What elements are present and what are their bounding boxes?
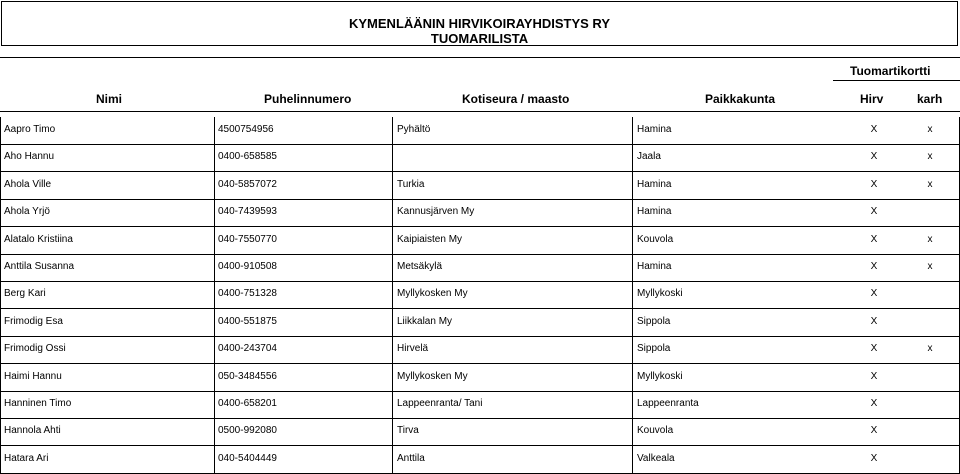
cell-phone: 0500-992080 bbox=[218, 425, 277, 437]
column-separator bbox=[392, 254, 393, 281]
cell-phone: 0400-551875 bbox=[218, 315, 277, 327]
cell-club: Tirva bbox=[397, 425, 419, 437]
column-separator bbox=[0, 281, 1, 308]
column-separator bbox=[0, 199, 1, 226]
cell-hirv: X bbox=[870, 425, 878, 437]
cell-hirv: X bbox=[870, 178, 878, 190]
cell-hirv: X bbox=[870, 370, 878, 382]
cell-place: Kouvola bbox=[637, 425, 674, 437]
cell-place: Valkeala bbox=[637, 452, 675, 464]
column-separator bbox=[214, 336, 215, 363]
column-separator bbox=[632, 391, 633, 418]
column-separator bbox=[632, 172, 633, 199]
cell-club: Turkia bbox=[397, 178, 425, 190]
column-separator bbox=[214, 309, 215, 336]
column-separator bbox=[214, 364, 215, 391]
column-separator bbox=[0, 172, 1, 199]
document-subtitle: TUOMARILISTA bbox=[430, 31, 529, 46]
column-separator bbox=[0, 227, 1, 254]
cell-place: Hamina bbox=[637, 124, 672, 135]
cell-phone: 050-3484556 bbox=[218, 370, 277, 382]
cell-phone: 0400-658585 bbox=[218, 151, 277, 163]
column-separator bbox=[392, 336, 393, 363]
cell-club: Lappeenranta/ Tani bbox=[397, 398, 483, 409]
cell-name: Ahola Yrjö bbox=[4, 206, 50, 218]
header-name: Nimi bbox=[96, 92, 123, 106]
column-separator bbox=[214, 391, 215, 418]
cell-hirv: X bbox=[870, 343, 878, 355]
cell-place: Sippola bbox=[637, 343, 671, 355]
column-separator bbox=[214, 199, 215, 226]
column-separator bbox=[392, 144, 393, 171]
cell-name: Frimodig Esa bbox=[4, 315, 63, 327]
cell-club: Hirvelä bbox=[397, 343, 429, 355]
cell-hirv: X bbox=[870, 261, 878, 272]
column-separator bbox=[392, 446, 393, 473]
cell-hirv: X bbox=[870, 398, 878, 409]
cell-place: Hamina bbox=[637, 261, 672, 272]
cell-place: Myllykoski bbox=[637, 288, 683, 300]
column-separator bbox=[0, 309, 1, 336]
cell-karh: x bbox=[927, 261, 933, 272]
card-header: Tuomartikortti bbox=[850, 64, 931, 78]
cell-karh: x bbox=[927, 151, 933, 163]
cell-hirv: X bbox=[870, 124, 878, 135]
cell-phone: 0400-910508 bbox=[218, 261, 277, 272]
cell-name: Anttila Susanna bbox=[4, 261, 75, 272]
row-rule bbox=[0, 363, 960, 364]
cell-karh: x bbox=[927, 343, 933, 355]
column-separator bbox=[392, 172, 393, 199]
cell-club: Myllykosken My bbox=[397, 288, 468, 300]
cell-name: Haimi Hannu bbox=[4, 370, 62, 382]
column-separator bbox=[0, 254, 1, 281]
cell-place: Lappeenranta bbox=[637, 398, 699, 409]
column-separator bbox=[392, 199, 393, 226]
column-separator bbox=[214, 144, 215, 171]
column-separator bbox=[392, 364, 393, 391]
column-separator bbox=[0, 391, 1, 418]
cell-club: Liikkalan My bbox=[397, 315, 453, 327]
column-separator bbox=[632, 254, 633, 281]
column-separator bbox=[632, 199, 633, 226]
column-separator bbox=[632, 364, 633, 391]
document-title: KYMENLÄÄNIN HIRVIKOIRAYHDISTYS RY bbox=[349, 16, 610, 31]
cell-place: Jaala bbox=[637, 151, 661, 163]
cell-name: Hanninen Timo bbox=[4, 398, 72, 409]
cell-place: Hamina bbox=[637, 178, 672, 190]
header-club: Kotiseura / maasto bbox=[462, 92, 570, 106]
column-separator bbox=[0, 418, 1, 445]
column-separator bbox=[0, 446, 1, 473]
cell-phone: 040-5404449 bbox=[218, 452, 277, 464]
cell-phone: 4500754956 bbox=[218, 124, 274, 135]
column-separator bbox=[0, 117, 1, 144]
cell-club: Kannusjärven My bbox=[397, 206, 475, 218]
cell-name: Berg Kari bbox=[4, 288, 46, 300]
cell-name: Hatara Ari bbox=[4, 452, 49, 464]
cell-place: Sippola bbox=[637, 315, 671, 327]
cell-hirv: X bbox=[870, 151, 878, 163]
header-phone: Puhelinnumero bbox=[264, 92, 352, 106]
cell-hirv: X bbox=[870, 233, 878, 245]
column-separator bbox=[214, 254, 215, 281]
header-karh: karh bbox=[917, 92, 943, 106]
cell-name: Ahola Ville bbox=[4, 178, 52, 190]
row-rule bbox=[0, 445, 960, 446]
column-separator bbox=[0, 364, 1, 391]
row-rule bbox=[0, 418, 960, 419]
card-header-rule bbox=[833, 80, 960, 81]
row-rule bbox=[0, 308, 960, 309]
cell-hirv: X bbox=[870, 288, 878, 300]
column-separator bbox=[392, 117, 393, 144]
cell-club: Metsäkylä bbox=[397, 261, 443, 272]
column-separator bbox=[214, 227, 215, 254]
row-rule bbox=[0, 144, 960, 145]
column-separator bbox=[214, 117, 215, 144]
column-separator bbox=[214, 172, 215, 199]
cell-name: Alatalo Kristiina bbox=[4, 233, 73, 245]
column-separator bbox=[632, 281, 633, 308]
column-separator bbox=[632, 227, 633, 254]
row-rule bbox=[0, 171, 960, 172]
cell-club: Myllykosken My bbox=[397, 370, 468, 382]
column-separator bbox=[632, 446, 633, 473]
column-separator bbox=[214, 281, 215, 308]
cell-phone: 0400-658201 bbox=[218, 398, 277, 409]
column-separator bbox=[632, 144, 633, 171]
column-separator bbox=[392, 418, 393, 445]
document-title-box bbox=[1, 1, 958, 46]
cell-place: Kouvola bbox=[637, 233, 674, 245]
cell-place: Myllykoski bbox=[637, 370, 683, 382]
cell-name: Frimodig Ossi bbox=[4, 343, 66, 355]
cell-karh: x bbox=[927, 124, 933, 135]
cell-name: Aho Hannu bbox=[4, 151, 55, 163]
row-rule bbox=[0, 199, 960, 200]
header-hirv: Hirv bbox=[860, 92, 884, 106]
column-separator bbox=[632, 418, 633, 445]
cell-phone: 040-7439593 bbox=[218, 206, 277, 218]
column-separator bbox=[392, 309, 393, 336]
cell-phone: 0400-243704 bbox=[218, 343, 277, 355]
cell-club: Kaipiaisten My bbox=[397, 233, 463, 245]
cell-club: Pyhältö bbox=[397, 124, 431, 135]
cell-karh: x bbox=[927, 178, 933, 190]
row-rule bbox=[0, 281, 960, 282]
cell-name: Aapro Timo bbox=[4, 124, 56, 135]
column-separator bbox=[392, 391, 393, 418]
row-rule bbox=[0, 336, 960, 337]
cell-phone: 040-7550770 bbox=[218, 233, 277, 245]
column-separator bbox=[214, 446, 215, 473]
column-separator bbox=[214, 418, 215, 445]
column-separator bbox=[392, 227, 393, 254]
cell-phone: 040-5857072 bbox=[218, 178, 277, 190]
cell-phone: 0400-751328 bbox=[218, 288, 277, 300]
cell-name: Hannola Ahti bbox=[4, 425, 61, 437]
column-separator bbox=[632, 117, 633, 144]
header-top-rule bbox=[0, 57, 960, 58]
column-separator bbox=[632, 336, 633, 363]
cell-club: Anttila bbox=[397, 452, 425, 464]
column-separator bbox=[392, 281, 393, 308]
column-separator bbox=[632, 309, 633, 336]
column-separator bbox=[0, 144, 1, 171]
cell-hirv: X bbox=[870, 452, 878, 464]
cell-hirv: X bbox=[870, 315, 878, 327]
header-bottom-rule bbox=[0, 111, 960, 112]
row-rule bbox=[0, 254, 960, 255]
cell-place: Hamina bbox=[637, 206, 672, 218]
cell-hirv: X bbox=[870, 206, 878, 218]
row-rule bbox=[0, 226, 960, 227]
column-separator bbox=[0, 336, 1, 363]
row-rule bbox=[0, 391, 960, 392]
header-place: Paikkakunta bbox=[705, 92, 776, 106]
cell-karh: x bbox=[927, 233, 933, 245]
